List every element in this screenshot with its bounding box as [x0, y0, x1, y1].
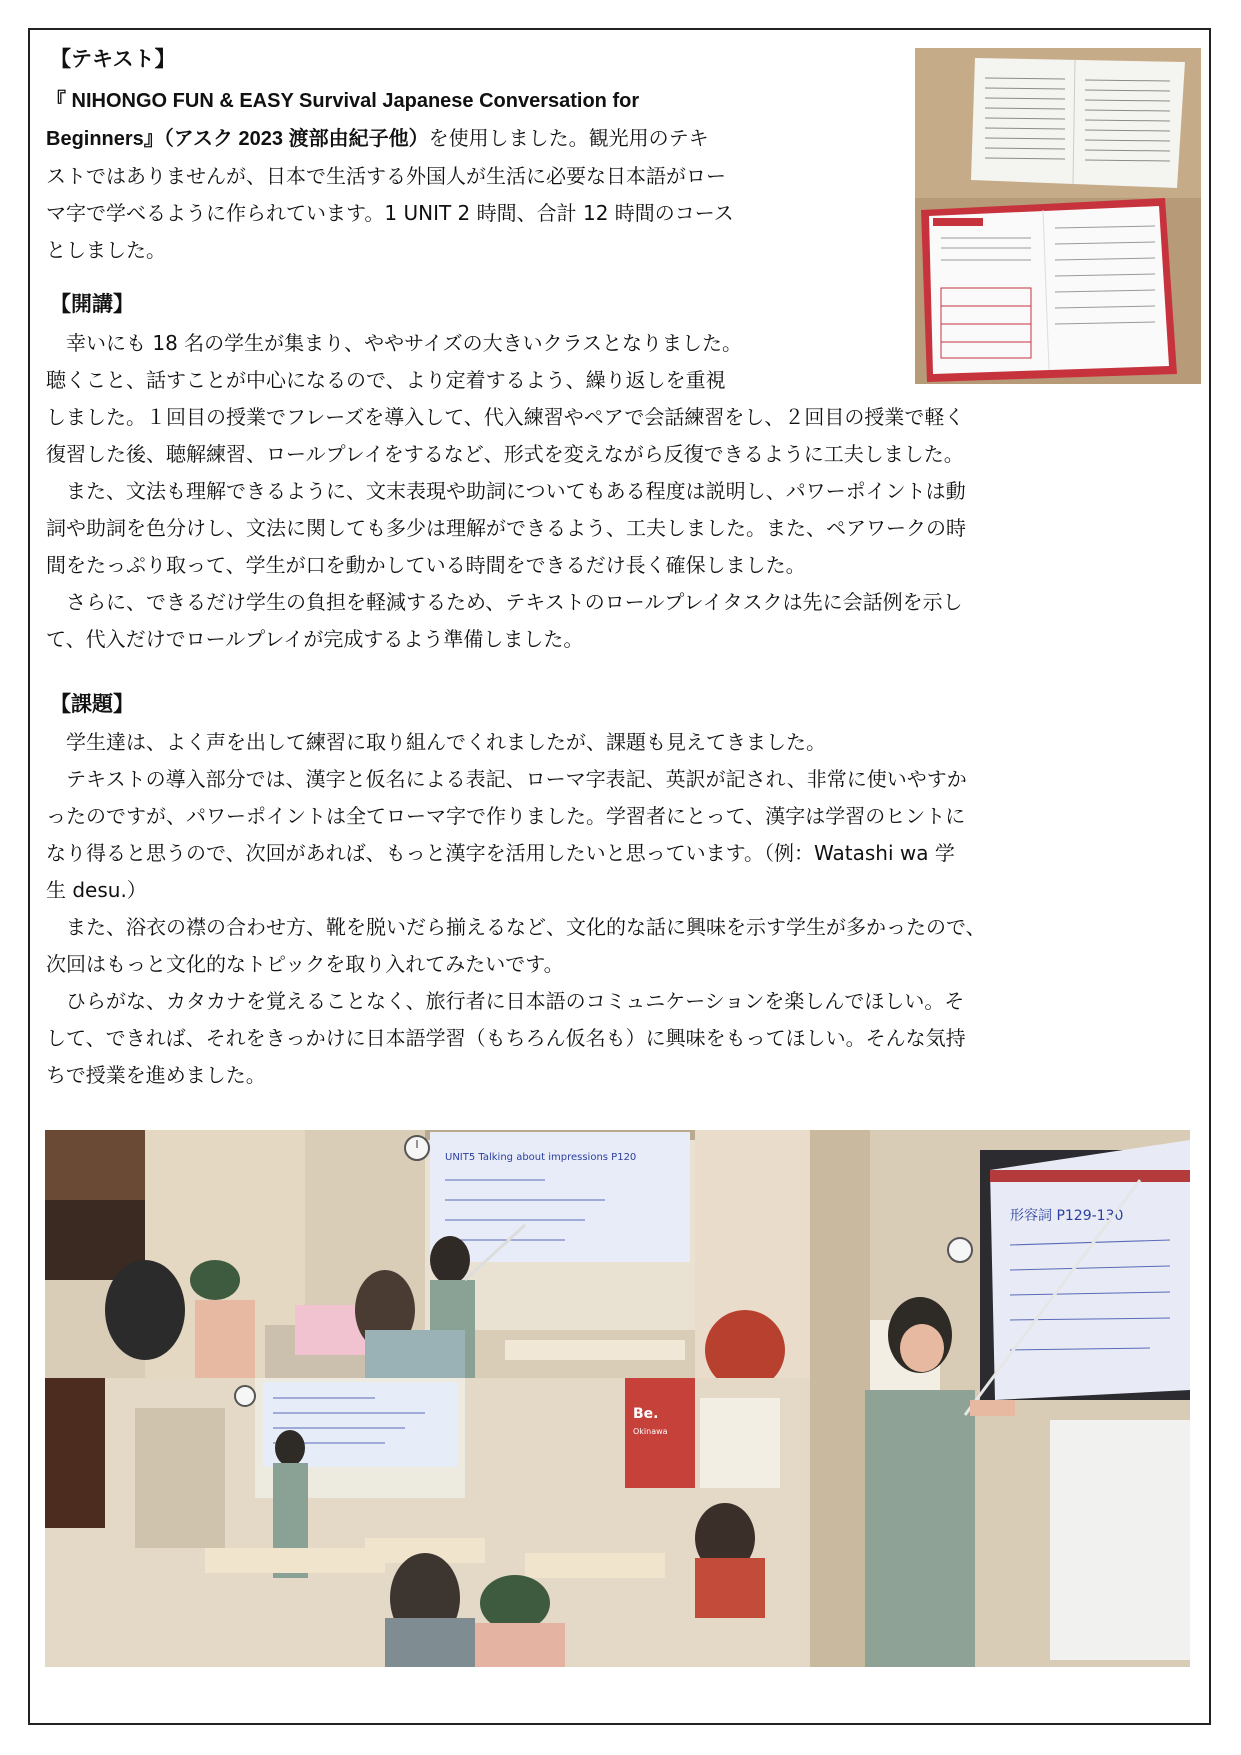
issues-line: ひらがな、カタカナを覚えることなく、旅行者に日本語のコミュニケーションを楽しんでほしい。そ: [66, 989, 965, 1013]
issues-line: なり得ると思うので、次回があれば、もっと漢字を活用したいと思っています。（例：Watashi wa 学: [46, 841, 955, 865]
opening-line: 幸いにも 18 名の学生が集まり、ややサイズの大きいクラスとなりました。: [66, 331, 742, 355]
issues-line: 学生達は、よく声を出して練習に取り組んでくれましたが、課題も見えてきました。: [66, 730, 826, 754]
issues-line: テキストの導入部分では、漢字と仮名による表記、ローマ字表記、英訳が記され、非常に使いやすか: [66, 767, 967, 791]
text-section-body: [46, 83, 906, 269]
classroom-photo-3: [810, 1130, 1190, 1667]
classroom-photo-1: [45, 1130, 810, 1378]
issues-line: 次回はもっと文化的なトピックを取り入れてみたいです。: [46, 952, 564, 976]
opening-line: 復習した後、聴解練習、ロールプレイをするなど、形式を変えながら反復できるように工夫しました。: [46, 442, 964, 466]
screen-text-2: Be.: [633, 1406, 659, 1422]
opening-line: 聴くこと、話すことが中心になるので、より定着するよう、繰り返しを重視: [46, 368, 726, 392]
opening-line: しました。１回目の授業でフレーズを導入して、代入練習やペアで会話練習をし、２回目の授業で軽く: [46, 405, 965, 429]
text-line4: マ字で学べるように作られています。1 UNIT 2 時間、合計 12 時間のコース: [46, 201, 734, 225]
text-line5: としました。: [46, 238, 166, 262]
issues-line: ったのですが、パワーポイントは全てローマ字で作りました。学習者にとって、漢字は学習のヒントに: [46, 804, 966, 828]
section-heading-text: 【テキスト】: [50, 47, 176, 71]
svg-text:Okinawa: Okinawa: [633, 1427, 668, 1436]
opening-line: さらに、できるだけ学生の負担を軽減するため、テキストのロールプレイタスクは先に会話例を示し: [66, 590, 963, 614]
issues-line: 生 desu.）: [46, 878, 147, 902]
opening-section-body: [46, 325, 1206, 658]
opening-line: 詞や助詞を色分けし、文法に関しても多少は理解ができるよう、工夫しました。また、ペアワークの時: [46, 516, 966, 540]
screen-text-3: 形容詞 P129-130: [1010, 1208, 1124, 1224]
opening-line: て、代入だけでロールプレイが完成するよう準備しました。: [46, 627, 584, 651]
text-line3: ストではありませんが、日本で生活する外国人が生活に必要な日本語がロー: [46, 164, 726, 188]
section-heading-opening: 【開講】: [50, 292, 134, 316]
section-heading-issues: 【課題】: [50, 692, 134, 716]
opening-line: 間をたっぷり取って、学生が口を動かしている時間をできるだけ長く確保しました。: [46, 553, 806, 577]
issues-line: して、できれば、それをきっかけに日本語学習（もちろん仮名も）に興味をもってほしい。そんな気持: [46, 1026, 966, 1050]
classroom-photo-2: [45, 1378, 810, 1667]
issues-section-body: [46, 724, 1206, 1094]
text-line2-rest: を使用しました。観光用のテキ: [428, 126, 709, 150]
book-title-line2: Beginners』（アスク 2023 渡部由紀子他）: [46, 128, 429, 150]
issues-line: ちで授業を進めました。: [46, 1063, 266, 1087]
book-title-line1: 『 NIHONGO FUN & EASY Survival Japanese Conversation for: [46, 90, 640, 112]
issues-line: また、浴衣の襟の合わせ方、靴を脱いだら揃えるなど、文化的な話に興味を示す学生が多かったので、: [66, 915, 986, 939]
screen-text-1: UNIT5 Talking about impressions P120: [445, 1152, 637, 1163]
opening-line: また、文法も理解できるように、文末表現や助詞についてもある程度は説明し、パワーポイントは動: [66, 479, 966, 503]
